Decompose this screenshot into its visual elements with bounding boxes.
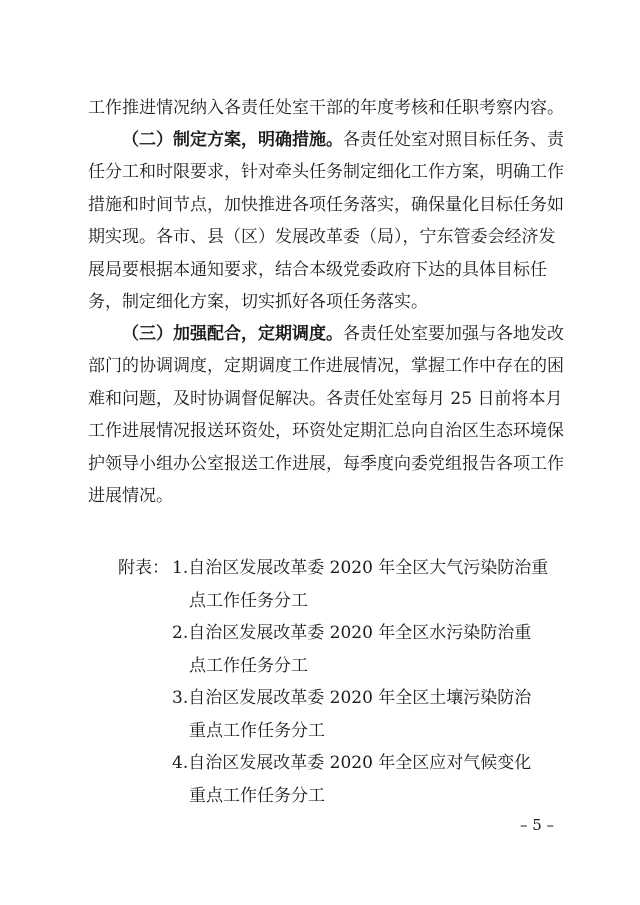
text-line: 任分工和时限要求，针对牵头任务制定细化工作方案，明确工作	[88, 162, 564, 183]
text-line: 部门的协调调度，定期调度工作进展情况，掌握工作中存在的困	[88, 356, 564, 377]
text-line: 工作推进情况纳入各责任处室干部的年度考核和任职考察内容。	[88, 98, 564, 118]
text-line: 工作进展情况报送环资处，环资处定期汇总向自治区生态环境保	[88, 421, 564, 442]
attachment-title-cont: 重点工作任务分工	[189, 785, 325, 806]
attachment-title: 2.自治区发展改革委 2020 年全区水污染防治重	[172, 623, 532, 643]
section-heading: （三）加强配合，定期调度。	[122, 324, 343, 344]
text-fragment: 各责任处室对照目标任务、责	[343, 130, 564, 150]
section-heading: （二）制定方案，明确措施。	[122, 130, 343, 150]
text-line: 期实现。各市、县（区）发展改革委（局），宁东管委会经济发	[88, 227, 556, 248]
attachment-item	[172, 552, 548, 617]
text-line: 务，制定细化方案，切实抓好各项任务落实。	[88, 292, 428, 313]
attachment-item	[172, 682, 531, 747]
text-line	[88, 318, 563, 350]
paragraph-section-2	[88, 124, 563, 318]
page-number: – 5 –	[520, 816, 555, 834]
attachment-title: 4.自治区发展改革委 2020 年全区应对气候变化	[172, 753, 532, 773]
attachment-title-cont: 点工作任务分工	[189, 590, 308, 611]
paragraph-continuation	[88, 92, 563, 124]
attachment-title-cont: 重点工作任务分工	[189, 720, 325, 741]
attachment-title: 1.自治区发展改革委 2020 年全区大气污染防治重	[172, 558, 549, 578]
text-fragment: 各责任处室要加强与各地发改	[343, 324, 564, 344]
text-line: 展局要根据本通知要求，结合本级党委政府下达的具体目标任	[88, 259, 547, 280]
paragraph-section-3	[88, 318, 563, 512]
attachment-title-cont: 点工作任务分工	[189, 655, 308, 676]
text-line	[88, 124, 563, 156]
attachment-item	[172, 747, 531, 812]
attachment-title: 3.自治区发展改革委 2020 年全区土壤污染防治	[172, 688, 532, 708]
attachments-label: 附表：	[118, 558, 169, 578]
text-line: 难和问题，及时协调督促解决。各责任处室每月 25 日前将本月	[88, 388, 563, 409]
text-line: 护领导小组办公室报送工作进展，每季度向委党组报告各项工作	[88, 453, 564, 474]
text-line: 进展情况。	[88, 486, 173, 507]
text-line: 措施和时间节点，加快推进各项任务落实，确保量化目标任务如	[88, 194, 564, 215]
attachment-item	[172, 617, 531, 682]
